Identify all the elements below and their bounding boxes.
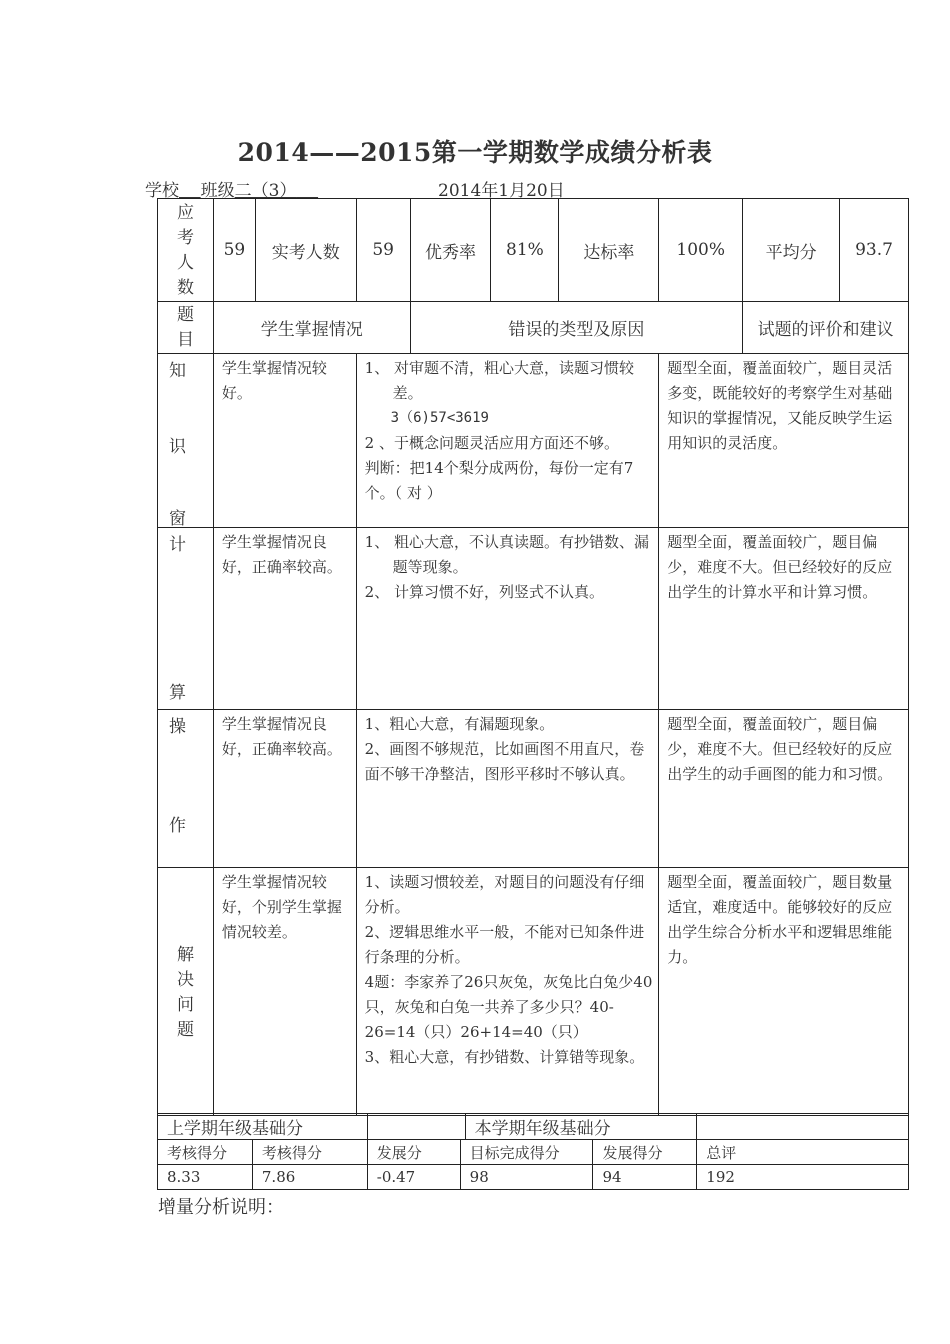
value-cell: 98 — [460, 1165, 593, 1190]
row-evaluation: 题型全面，覆盖面较广，题目偏少，难度不大。但已经较好的反应出学生的动手画图的能力和习惯。 — [659, 710, 909, 868]
table-row — [158, 868, 909, 1116]
row-mastery: 学生掌握情况良好，正确率较高。 — [213, 710, 356, 868]
school-label: 学校 — [145, 181, 179, 201]
row-mastery: 学生掌握情况较好。 — [213, 354, 356, 528]
class-value: 二（3） — [234, 181, 297, 201]
analysis-table — [157, 198, 909, 1116]
excellent-label: 优秀率 — [410, 199, 491, 302]
expected-value: 59 — [213, 199, 255, 302]
summary-row — [158, 199, 909, 302]
page-title: 2014——2015第一学期数学成绩分析表 — [237, 138, 713, 167]
last-term-label: 上学期年级基础分 — [158, 1114, 368, 1140]
row-evaluation: 题型全面，覆盖面较广，题目灵活多变，既能较好的考察学生对基础知识的掌握情况，又能反映学生运用知识的灵活度。 — [659, 354, 909, 528]
col-header: 发展分 — [367, 1140, 460, 1165]
this-term-label: 本学期年级基础分 — [465, 1114, 697, 1140]
pass-value: 100% — [659, 199, 743, 302]
col-header: 发展得分 — [593, 1140, 697, 1165]
actual-value: 59 — [356, 199, 410, 302]
value-cell: 192 — [697, 1165, 909, 1190]
row-topic: 操 作 — [158, 710, 214, 868]
table-row — [158, 710, 909, 868]
avg-label: 平均分 — [743, 199, 840, 302]
row-evaluation: 题型全面，覆盖面较广，题目偏少，难度不大。但已经较好的反应出学生的计算水平和计算习惯。 — [659, 528, 909, 710]
base-values-row — [158, 1165, 909, 1190]
class-label: 班级 — [200, 181, 235, 201]
value-cell: -0.47 — [367, 1165, 460, 1190]
empty-cell — [697, 1114, 909, 1140]
expected-label: 应 考 人 数 — [158, 199, 214, 302]
value-cell: 8.33 — [158, 1165, 253, 1190]
evaluation-header: 试题的评价和建议 — [743, 302, 909, 354]
col-header: 考核得分 — [158, 1140, 253, 1165]
row-mastery: 学生掌握情况较好，个别学生掌握情况较差。 — [213, 868, 356, 1116]
value-cell: 94 — [593, 1165, 697, 1190]
mastery-header: 学生掌握情况 — [213, 302, 410, 354]
pass-label: 达标率 — [559, 199, 659, 302]
row-errors: 1、 对审题不清，粗心大意，读题习惯较差。 3（6)57<3619 2 、于概念问题灵活应用方面还不够。 判断：把14个梨分成两份，每份一定有7个。（ 对 ） — [356, 354, 659, 528]
actual-label: 实考人数 — [255, 199, 356, 302]
row-errors: 1、 粗心大意，不认真读题。有抄错数、漏题等现象。 2、 计算习惯不好，列竖式不认真。 — [356, 528, 659, 710]
base-score-table — [157, 1113, 909, 1190]
report-date: 2014年1月20日 — [438, 181, 565, 201]
base-header-row — [158, 1114, 909, 1140]
col-header: 考核得分 — [252, 1140, 367, 1165]
excellent-value: 81% — [491, 199, 559, 302]
row-topic: 知 识 窗 — [158, 354, 214, 528]
row-errors: 1、读题习惯较差，对题目的问题没有仔细分析。 2、逻辑思维水平一般，不能对已知条件进行条理的分析。 4题：李家养了26只灰兔，灰兔比白兔少40只，灰兔和白兔一共养了多少只？40-26=14（只）26+14=40（只） 3、粗心大意，有抄错数、计算错等现象。 — [356, 868, 659, 1116]
table-row — [158, 354, 909, 528]
col-header: 总评 — [697, 1140, 909, 1165]
row-mastery: 学生掌握情况良好，正确率较高。 — [213, 528, 356, 710]
avg-value: 93.7 — [840, 199, 909, 302]
row-topic: 计 算 — [158, 528, 214, 710]
col-header: 目标完成得分 — [460, 1140, 593, 1165]
row-evaluation: 题型全面，覆盖面较广，题目数量适宜，难度适中。能够较好的反应出学生综合分析水平和逻辑思维能力。 — [659, 868, 909, 1116]
increment-analysis-label: 增量分析说明： — [158, 1197, 284, 1218]
base-cols-row — [158, 1140, 909, 1165]
header-row — [158, 302, 909, 354]
errors-header: 错误的类型及原因 — [410, 302, 743, 354]
value-cell: 7.86 — [252, 1165, 367, 1190]
topic-header: 题 目 — [158, 302, 214, 354]
table-row — [158, 528, 909, 710]
row-errors: 1、粗心大意，有漏题现象。 2、画图不够规范，比如画图不用直尺，卷面不够干净整洁，图形平移时不够认真。 — [356, 710, 659, 868]
empty-cell — [367, 1114, 465, 1140]
row-topic: 解 决 问 题 — [158, 868, 214, 1116]
